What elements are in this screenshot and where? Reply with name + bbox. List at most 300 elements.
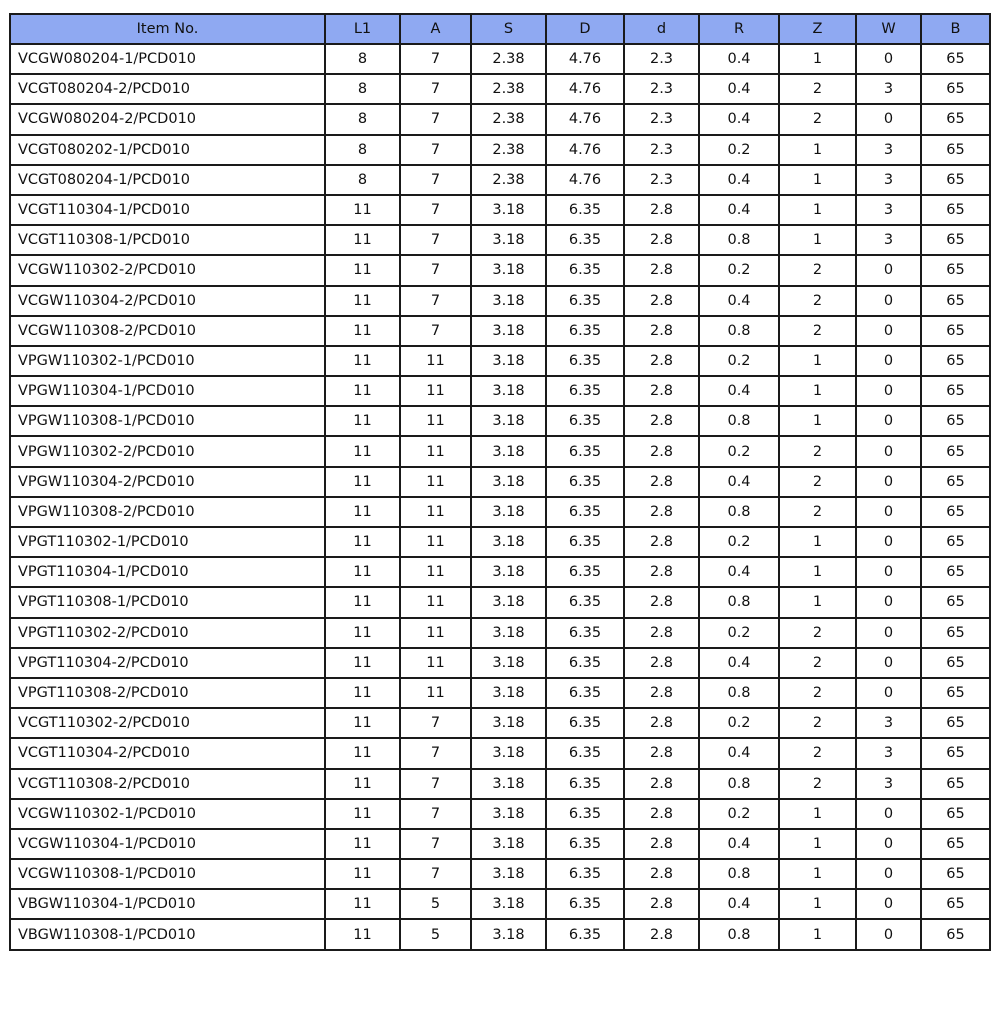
- table-cell: 2.38: [471, 44, 546, 74]
- table-cell: 2.8: [624, 316, 699, 346]
- table-cell: 0: [856, 467, 921, 497]
- table-cell: 0: [856, 104, 921, 134]
- table-cell: 6.35: [546, 557, 624, 587]
- table-cell: 0.2: [699, 255, 779, 285]
- column-header-b: B: [921, 14, 990, 44]
- table-cell: 0: [856, 919, 921, 949]
- table-cell: 11: [400, 587, 471, 617]
- table-cell: 2: [779, 648, 856, 678]
- table-cell: 0.4: [699, 104, 779, 134]
- item-number-cell: VPGT110304-1/PCD010: [10, 557, 325, 587]
- table-cell: 65: [921, 135, 990, 165]
- table-cell: 3.18: [471, 467, 546, 497]
- table-cell: 65: [921, 587, 990, 617]
- table-row: [10, 74, 990, 104]
- table-cell: 11: [325, 376, 400, 406]
- table-cell: 11: [400, 527, 471, 557]
- table-cell: 11: [325, 255, 400, 285]
- table-cell: 5: [400, 889, 471, 919]
- table-cell: 0.4: [699, 195, 779, 225]
- item-number-cell: VBGW110304-1/PCD010: [10, 889, 325, 919]
- table-cell: 0: [856, 376, 921, 406]
- item-number-cell: VCGT080204-1/PCD010: [10, 165, 325, 195]
- table-cell: 7: [400, 738, 471, 768]
- table-cell: 0.8: [699, 678, 779, 708]
- table-row: [10, 799, 990, 829]
- table-row: [10, 376, 990, 406]
- column-header-a: A: [400, 14, 471, 44]
- table-row: [10, 135, 990, 165]
- table-cell: 8: [325, 165, 400, 195]
- table-cell: 2.8: [624, 587, 699, 617]
- table-cell: 2.3: [624, 135, 699, 165]
- table-cell: 11: [325, 769, 400, 799]
- table-cell: 8: [325, 135, 400, 165]
- table-cell: 6.35: [546, 527, 624, 557]
- table-cell: 65: [921, 346, 990, 376]
- table-cell: 6.35: [546, 376, 624, 406]
- table-row: [10, 225, 990, 255]
- item-number-cell: VCGW080204-2/PCD010: [10, 104, 325, 134]
- table-cell: 2: [779, 74, 856, 104]
- table-cell: 65: [921, 225, 990, 255]
- table-cell: 3.18: [471, 618, 546, 648]
- table-cell: 6.35: [546, 467, 624, 497]
- table-cell: 1: [779, 44, 856, 74]
- table-cell: 4.76: [546, 44, 624, 74]
- table-cell: 0: [856, 255, 921, 285]
- table-cell: 65: [921, 708, 990, 738]
- table-cell: 7: [400, 74, 471, 104]
- table-cell: 0.4: [699, 889, 779, 919]
- table-cell: 2.8: [624, 225, 699, 255]
- item-number-cell: VCGT110308-2/PCD010: [10, 769, 325, 799]
- table-cell: 2.3: [624, 165, 699, 195]
- table-cell: 3.18: [471, 316, 546, 346]
- item-number-cell: VPGT110308-2/PCD010: [10, 678, 325, 708]
- table-cell: 2.8: [624, 738, 699, 768]
- table-cell: 65: [921, 286, 990, 316]
- table-cell: 0: [856, 436, 921, 466]
- table-row: [10, 587, 990, 617]
- item-number-cell: VCGT080202-1/PCD010: [10, 135, 325, 165]
- column-header-w: W: [856, 14, 921, 44]
- table-cell: 11: [400, 497, 471, 527]
- table-cell: 2.8: [624, 557, 699, 587]
- table-cell: 6.35: [546, 225, 624, 255]
- item-number-cell: VCGW110304-2/PCD010: [10, 286, 325, 316]
- table-cell: 65: [921, 165, 990, 195]
- table-cell: 0.8: [699, 316, 779, 346]
- table-row: [10, 104, 990, 134]
- table-cell: 3: [856, 74, 921, 104]
- table-cell: 65: [921, 678, 990, 708]
- table-cell: 2.3: [624, 74, 699, 104]
- table-cell: 2.8: [624, 889, 699, 919]
- table-cell: 1: [779, 195, 856, 225]
- table-cell: 0.8: [699, 919, 779, 949]
- table-row: [10, 467, 990, 497]
- table-cell: 65: [921, 316, 990, 346]
- table-row: [10, 678, 990, 708]
- table-row: [10, 497, 990, 527]
- table-cell: 0: [856, 346, 921, 376]
- table-cell: 65: [921, 829, 990, 859]
- table-cell: 6.35: [546, 406, 624, 436]
- table-cell: 7: [400, 225, 471, 255]
- table-cell: 7: [400, 104, 471, 134]
- table-cell: 7: [400, 799, 471, 829]
- table-cell: 1: [779, 376, 856, 406]
- table-cell: 1: [779, 557, 856, 587]
- table-cell: 4.76: [546, 74, 624, 104]
- item-number-cell: VPGW110302-1/PCD010: [10, 346, 325, 376]
- table-cell: 11: [400, 618, 471, 648]
- table-cell: 11: [325, 436, 400, 466]
- item-number-cell: VPGW110302-2/PCD010: [10, 436, 325, 466]
- table-cell: 2.8: [624, 618, 699, 648]
- table-cell: 2.8: [624, 286, 699, 316]
- table-cell: 6.35: [546, 919, 624, 949]
- table-cell: 2: [779, 618, 856, 648]
- table-cell: 65: [921, 467, 990, 497]
- table-body: [10, 44, 990, 950]
- item-number-cell: VCGT110308-1/PCD010: [10, 225, 325, 255]
- table-cell: 3.18: [471, 376, 546, 406]
- table-cell: 6.35: [546, 648, 624, 678]
- table-cell: 0.4: [699, 44, 779, 74]
- table-cell: 3.18: [471, 829, 546, 859]
- table-cell: 2.8: [624, 769, 699, 799]
- table-cell: 65: [921, 919, 990, 949]
- column-header-d: d: [624, 14, 699, 44]
- table-cell: 11: [325, 587, 400, 617]
- table-cell: 2: [779, 497, 856, 527]
- item-number-cell: VCGW110302-2/PCD010: [10, 255, 325, 285]
- table-cell: 6.35: [546, 859, 624, 889]
- item-number-cell: VCGW080204-1/PCD010: [10, 44, 325, 74]
- table-cell: 2: [779, 286, 856, 316]
- table-cell: 2.8: [624, 708, 699, 738]
- table-cell: 1: [779, 889, 856, 919]
- table-cell: 0: [856, 527, 921, 557]
- table-cell: 0.2: [699, 346, 779, 376]
- table-cell: 65: [921, 527, 990, 557]
- table-row: [10, 769, 990, 799]
- table-row: [10, 618, 990, 648]
- table-cell: 11: [400, 376, 471, 406]
- table-cell: 7: [400, 195, 471, 225]
- table-cell: 4.76: [546, 135, 624, 165]
- table-cell: 3: [856, 195, 921, 225]
- table-cell: 0: [856, 44, 921, 74]
- table-cell: 6.35: [546, 799, 624, 829]
- table-cell: 6.35: [546, 769, 624, 799]
- table-cell: 7: [400, 286, 471, 316]
- table-cell: 3.18: [471, 436, 546, 466]
- table-cell: 0.4: [699, 74, 779, 104]
- table-cell: 3.18: [471, 225, 546, 255]
- table-cell: 11: [400, 346, 471, 376]
- table-cell: 1: [779, 165, 856, 195]
- table-cell: 11: [325, 919, 400, 949]
- table-cell: 2.8: [624, 195, 699, 225]
- table-cell: 2: [779, 467, 856, 497]
- item-number-cell: VPGW110304-1/PCD010: [10, 376, 325, 406]
- table-cell: 6.35: [546, 346, 624, 376]
- table-cell: 65: [921, 738, 990, 768]
- table-cell: 1: [779, 587, 856, 617]
- table-cell: 3.18: [471, 889, 546, 919]
- table-cell: 2.8: [624, 376, 699, 406]
- table-cell: 7: [400, 829, 471, 859]
- table-cell: 0.2: [699, 708, 779, 738]
- table-cell: 2.38: [471, 74, 546, 104]
- table-cell: 0.4: [699, 557, 779, 587]
- table-cell: 2.38: [471, 104, 546, 134]
- table-cell: 6.35: [546, 618, 624, 648]
- table-cell: 11: [325, 859, 400, 889]
- table-cell: 6.35: [546, 678, 624, 708]
- table-cell: 3.18: [471, 769, 546, 799]
- column-header-s: S: [471, 14, 546, 44]
- table-cell: 0: [856, 889, 921, 919]
- item-number-cell: VCGT110304-2/PCD010: [10, 738, 325, 768]
- table-cell: 65: [921, 74, 990, 104]
- table-cell: 1: [779, 859, 856, 889]
- table-cell: 1: [779, 829, 856, 859]
- table-cell: 7: [400, 44, 471, 74]
- table-cell: 11: [325, 618, 400, 648]
- item-number-cell: VCGW110308-2/PCD010: [10, 316, 325, 346]
- column-header-z: Z: [779, 14, 856, 44]
- item-number-cell: VPGT110302-1/PCD010: [10, 527, 325, 557]
- table-cell: 11: [325, 225, 400, 255]
- item-number-cell: VCGT110302-2/PCD010: [10, 708, 325, 738]
- column-header-d: D: [546, 14, 624, 44]
- table-cell: 7: [400, 769, 471, 799]
- table-row: [10, 919, 990, 949]
- table-cell: 11: [325, 316, 400, 346]
- table-cell: 7: [400, 165, 471, 195]
- table-cell: 1: [779, 346, 856, 376]
- table-cell: 8: [325, 104, 400, 134]
- table-cell: 0.8: [699, 587, 779, 617]
- table-cell: 11: [325, 738, 400, 768]
- table-cell: 0: [856, 648, 921, 678]
- table-cell: 2: [779, 738, 856, 768]
- table-cell: 65: [921, 376, 990, 406]
- table-cell: 65: [921, 44, 990, 74]
- table-cell: 6.35: [546, 195, 624, 225]
- table-cell: 2.8: [624, 406, 699, 436]
- item-number-cell: VPGW110304-2/PCD010: [10, 467, 325, 497]
- column-header-item-no: Item No.: [10, 14, 325, 44]
- table-cell: 2.8: [624, 678, 699, 708]
- table-row: [10, 889, 990, 919]
- table-cell: 65: [921, 195, 990, 225]
- table-cell: 0: [856, 859, 921, 889]
- table-header-row: [10, 14, 990, 44]
- table-cell: 11: [325, 497, 400, 527]
- table-cell: 65: [921, 799, 990, 829]
- table-cell: 2.38: [471, 135, 546, 165]
- table-cell: 11: [325, 799, 400, 829]
- item-number-cell: VPGT110302-2/PCD010: [10, 618, 325, 648]
- table-cell: 65: [921, 436, 990, 466]
- table-cell: 65: [921, 648, 990, 678]
- table-cell: 6.35: [546, 255, 624, 285]
- table-cell: 3: [856, 225, 921, 255]
- table-cell: 2.8: [624, 527, 699, 557]
- product-spec-table-container: [9, 13, 989, 951]
- table-cell: 6.35: [546, 587, 624, 617]
- table-cell: 2.8: [624, 648, 699, 678]
- table-cell: 11: [325, 467, 400, 497]
- table-cell: 2: [779, 436, 856, 466]
- table-cell: 11: [400, 436, 471, 466]
- table-cell: 2: [779, 678, 856, 708]
- table-cell: 3.18: [471, 708, 546, 738]
- item-number-cell: VCGT080204-2/PCD010: [10, 74, 325, 104]
- item-number-cell: VPGT110304-2/PCD010: [10, 648, 325, 678]
- table-cell: 11: [400, 406, 471, 436]
- table-cell: 1: [779, 135, 856, 165]
- item-number-cell: VCGT110304-1/PCD010: [10, 195, 325, 225]
- table-cell: 0.2: [699, 618, 779, 648]
- table-cell: 7: [400, 708, 471, 738]
- table-cell: 3: [856, 165, 921, 195]
- product-spec-table: [9, 13, 991, 951]
- table-cell: 2.8: [624, 859, 699, 889]
- table-cell: 65: [921, 859, 990, 889]
- table-cell: 0.2: [699, 436, 779, 466]
- table-row: [10, 255, 990, 285]
- table-cell: 3.18: [471, 738, 546, 768]
- table-cell: 65: [921, 497, 990, 527]
- table-cell: 1: [779, 527, 856, 557]
- table-cell: 65: [921, 618, 990, 648]
- table-cell: 65: [921, 255, 990, 285]
- table-row: [10, 527, 990, 557]
- table-cell: 11: [325, 829, 400, 859]
- table-cell: 0.4: [699, 165, 779, 195]
- table-row: [10, 436, 990, 466]
- table-cell: 7: [400, 316, 471, 346]
- table-cell: 3.18: [471, 406, 546, 436]
- table-cell: 3.18: [471, 648, 546, 678]
- table-cell: 0.2: [699, 135, 779, 165]
- table-cell: 1: [779, 799, 856, 829]
- table-row: [10, 165, 990, 195]
- table-cell: 2.38: [471, 165, 546, 195]
- table-cell: 0.2: [699, 527, 779, 557]
- table-cell: 3.18: [471, 497, 546, 527]
- table-cell: 3.18: [471, 799, 546, 829]
- table-cell: 65: [921, 769, 990, 799]
- table-cell: 0.8: [699, 225, 779, 255]
- table-cell: 0: [856, 557, 921, 587]
- table-row: [10, 286, 990, 316]
- table-cell: 4.76: [546, 104, 624, 134]
- table-row: [10, 346, 990, 376]
- table-cell: 2.8: [624, 255, 699, 285]
- table-cell: 2: [779, 708, 856, 738]
- table-cell: 1: [779, 406, 856, 436]
- table-row: [10, 316, 990, 346]
- table-cell: 2.8: [624, 436, 699, 466]
- table-cell: 3.18: [471, 678, 546, 708]
- table-cell: 3.18: [471, 919, 546, 949]
- item-number-cell: VBGW110308-1/PCD010: [10, 919, 325, 949]
- table-cell: 2.8: [624, 829, 699, 859]
- table-cell: 11: [325, 195, 400, 225]
- table-row: [10, 44, 990, 74]
- table-cell: 11: [325, 557, 400, 587]
- table-cell: 7: [400, 255, 471, 285]
- table-cell: 11: [325, 648, 400, 678]
- table-cell: 0.8: [699, 859, 779, 889]
- table-cell: 0.4: [699, 467, 779, 497]
- table-cell: 2.8: [624, 467, 699, 497]
- table-cell: 3.18: [471, 286, 546, 316]
- table-cell: 3.18: [471, 557, 546, 587]
- table-cell: 6.35: [546, 497, 624, 527]
- table-cell: 2: [779, 316, 856, 346]
- table-cell: 11: [325, 678, 400, 708]
- table-cell: 0.4: [699, 376, 779, 406]
- item-number-cell: VCGW110308-1/PCD010: [10, 859, 325, 889]
- table-cell: 6.35: [546, 708, 624, 738]
- table-cell: 6.35: [546, 286, 624, 316]
- table-cell: 3.18: [471, 346, 546, 376]
- table-cell: 6.35: [546, 436, 624, 466]
- table-row: [10, 829, 990, 859]
- table-cell: 0: [856, 678, 921, 708]
- table-cell: 0: [856, 286, 921, 316]
- table-cell: 8: [325, 44, 400, 74]
- table-row: [10, 406, 990, 436]
- table-cell: 3.18: [471, 195, 546, 225]
- table-cell: 0.4: [699, 829, 779, 859]
- table-cell: 65: [921, 557, 990, 587]
- item-number-cell: VPGT110308-1/PCD010: [10, 587, 325, 617]
- table-cell: 3: [856, 708, 921, 738]
- table-cell: 0.4: [699, 738, 779, 768]
- table-cell: 0.8: [699, 769, 779, 799]
- table-cell: 11: [400, 557, 471, 587]
- item-number-cell: VCGW110302-1/PCD010: [10, 799, 325, 829]
- table-cell: 3.18: [471, 527, 546, 557]
- table-cell: 3: [856, 135, 921, 165]
- item-number-cell: VCGW110304-1/PCD010: [10, 829, 325, 859]
- column-header-l1: L1: [325, 14, 400, 44]
- table-row: [10, 557, 990, 587]
- table-cell: 4.76: [546, 165, 624, 195]
- table-cell: 11: [325, 708, 400, 738]
- table-cell: 65: [921, 406, 990, 436]
- table-cell: 0.8: [699, 497, 779, 527]
- table-cell: 0.8: [699, 406, 779, 436]
- table-cell: 7: [400, 859, 471, 889]
- column-header-r: R: [699, 14, 779, 44]
- table-cell: 7: [400, 135, 471, 165]
- table-cell: 2.8: [624, 919, 699, 949]
- table-cell: 3.18: [471, 255, 546, 285]
- table-cell: 11: [325, 286, 400, 316]
- table-row: [10, 195, 990, 225]
- table-cell: 3: [856, 769, 921, 799]
